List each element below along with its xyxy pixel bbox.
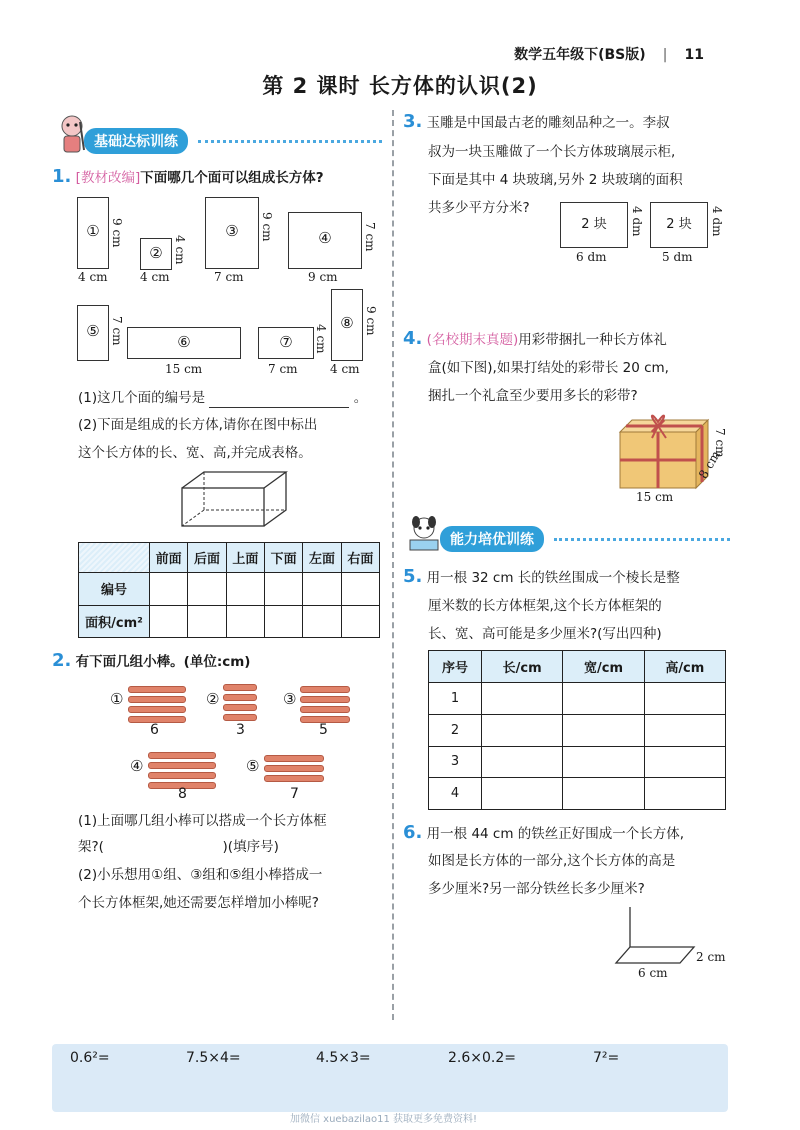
face-8-width: 4 cm: [330, 362, 360, 376]
header-back: 后面: [188, 543, 226, 573]
row-index: 2: [429, 714, 482, 746]
q6-text-1: 用一根 44 cm 的铁丝正好围成一个长方体,: [426, 826, 685, 842]
q3-text-1: 玉雕是中国最古老的雕刻品种之一。李叔: [426, 115, 670, 131]
q2-sub1-open: 架?(: [78, 839, 104, 855]
q1-sub1-answer-blank[interactable]: [209, 389, 349, 408]
table-cell[interactable]: [226, 605, 264, 637]
table-cell[interactable]: [482, 714, 563, 746]
q1-tag: [教材改编]: [75, 170, 141, 186]
q2-question: [52, 648, 250, 675]
q3-line2: 叔为一块玉雕做了一个长方体玻璃展示柜,: [428, 144, 676, 160]
stick-group-5: [264, 755, 324, 782]
row-index: 3: [429, 746, 482, 778]
glass-panel-1-width: 6 dm: [576, 250, 607, 264]
glass-panel-2-height: 4 dm: [710, 206, 724, 237]
header-bottom: 下面: [264, 543, 302, 573]
face-6-width: 15 cm: [165, 362, 203, 376]
face-8: [331, 289, 363, 361]
glass-panel-1-height: 4 dm: [630, 206, 644, 237]
header-left: 左面: [303, 543, 341, 573]
face-4-height: 7 cm: [363, 222, 377, 252]
section-basic-badge: 基础达标训练: [84, 128, 188, 154]
calc-item-4: 2.6×0.2=: [448, 1050, 516, 1066]
q4-line1: [403, 326, 667, 353]
calc-item-1: 0.6²=: [70, 1050, 110, 1066]
q6-line3: 多少厘米?另一部分铁丝长多少厘米?: [428, 881, 645, 897]
q6-number: 6.: [403, 822, 423, 843]
group-5-length: 7: [290, 786, 299, 802]
row-index: 4: [429, 778, 482, 810]
q1-table: [78, 542, 380, 638]
stick-group-2: [223, 684, 257, 721]
q6-line2: 如图是长方体的一部分,这个长方体的高是: [428, 853, 676, 869]
table-cell[interactable]: [482, 778, 563, 810]
table-cell[interactable]: [150, 605, 188, 637]
q4-number: 4.: [403, 328, 423, 349]
face-8-id: ⑧: [340, 314, 354, 332]
table-cell[interactable]: [644, 746, 725, 778]
q3-line3: 下面是其中 4 块玻璃,另外 2 块玻璃的面积: [428, 172, 683, 188]
partial-cuboid-width: 2 cm: [696, 950, 726, 964]
header-length: 长/cm: [482, 651, 563, 683]
row-label-area: 面积/cm²: [79, 605, 150, 637]
face-1-width: 4 cm: [78, 270, 108, 284]
book-name: 数学五年级下(BS版): [514, 47, 646, 63]
table-cell[interactable]: [188, 605, 226, 637]
face-1: [77, 197, 109, 269]
q1-sub2-line2: 这个长方体的长、宽、高,并完成表格。: [78, 445, 312, 461]
q2-number: 2.: [52, 650, 72, 671]
table-cell[interactable]: [150, 573, 188, 605]
row-index: 1: [429, 683, 482, 715]
section-divider: [554, 538, 730, 541]
q3-line4: 共多少平方分米?: [428, 200, 530, 216]
q2-sub1-close: )(填序号): [222, 839, 279, 855]
q5-table: [428, 650, 726, 810]
group-2-length: 3: [236, 722, 245, 738]
face-4: [288, 212, 362, 269]
header-top: 上面: [226, 543, 264, 573]
q3-line1: [403, 109, 670, 136]
table-cell[interactable]: [303, 573, 341, 605]
table-cell[interactable]: [341, 573, 379, 605]
face-7: [258, 327, 314, 359]
face-5: [77, 305, 109, 361]
q1-text: 下面哪几个面可以组成长方体?: [140, 170, 324, 186]
calc-item-2: 7.5×4=: [186, 1050, 241, 1066]
table-cell[interactable]: [563, 746, 644, 778]
q5-line3: 长、宽、高可能是多少厘米?(写出四种): [428, 626, 662, 642]
q5-text-1: 用一根 32 cm 长的铁丝围成一个棱长是整: [426, 570, 680, 586]
q1-question: [52, 164, 392, 191]
face-4-width: 9 cm: [308, 270, 338, 284]
table-cell[interactable]: [563, 778, 644, 810]
face-2-height: 4 cm: [173, 235, 187, 265]
group-3-id: ③: [283, 690, 297, 708]
face-7-height: 4 cm: [314, 324, 328, 354]
q2-sub1-line2: [78, 834, 279, 860]
face-5-id: ⑤: [86, 322, 100, 340]
header-front: 前面: [150, 543, 188, 573]
table-cell[interactable]: [644, 778, 725, 810]
group-1-length: 6: [150, 722, 159, 738]
q1-number: 1.: [52, 166, 72, 187]
table-cell[interactable]: [341, 605, 379, 637]
q1-sub1-text: (1)这几个面的编号是: [78, 390, 206, 406]
q4-text-1: 用彩带捆扎一种长方体礼: [518, 332, 667, 348]
stick-group-3: [300, 686, 350, 723]
q2-text: 有下面几组小棒。(单位:cm): [75, 654, 251, 670]
table-cell[interactable]: [644, 714, 725, 746]
glass-panel-1: 2 块: [560, 202, 628, 248]
cuboid-figure[interactable]: [180, 470, 290, 528]
header-index: 序号: [429, 651, 482, 683]
face-3: [205, 197, 259, 269]
lesson-title: 第 2 课时 长方体的认识(2): [262, 74, 538, 98]
table-cell[interactable]: [563, 714, 644, 746]
gift-box-width: 8 cm: [696, 448, 723, 481]
table-cell[interactable]: [482, 746, 563, 778]
q2-sub2-line1: (2)小乐想用①组、③组和⑤组小棒搭成一: [78, 867, 323, 883]
group-4-length: 8: [178, 786, 187, 802]
stick-group-1: [128, 686, 186, 723]
header-height: 高/cm: [644, 651, 725, 683]
q1-sub1: [78, 385, 367, 411]
group-3-length: 5: [319, 722, 328, 738]
q4-tag: (名校期末真题): [426, 332, 519, 348]
row-label-id: 编号: [79, 573, 150, 605]
q1-sub1-end: 。: [353, 390, 368, 406]
q3-number: 3.: [403, 111, 423, 132]
group-4-id: ④: [130, 757, 144, 775]
face-4-id: ④: [318, 229, 332, 247]
header-right: 右面: [341, 543, 379, 573]
face-3-width: 7 cm: [214, 270, 244, 284]
mascot-icon: [408, 516, 440, 552]
face-6: [127, 327, 241, 359]
face-1-height: 9 cm: [110, 218, 124, 248]
face-8-height: 9 cm: [364, 306, 378, 336]
q2-sub1-line1: (1)上面哪几组小棒可以搭成一个长方体框: [78, 813, 327, 829]
table-cell[interactable]: [226, 573, 264, 605]
face-5-height: 7 cm: [110, 316, 124, 346]
footer-note: 加微信 xuebazilao11 获取更多免费资料!: [290, 1114, 478, 1125]
table-cell[interactable]: [188, 573, 226, 605]
q5-line2: 厘米数的长方体框架,这个长方体框架的: [428, 598, 662, 614]
section-advanced-badge: 能力培优训练: [440, 526, 544, 552]
table-cell[interactable]: [482, 683, 563, 715]
mascot-icon: [58, 114, 86, 154]
partial-cuboid-figure: [612, 905, 696, 969]
q4-line2: 盒(如下图),如果打结处的彩带长 20 cm,: [428, 360, 669, 376]
face-1-id: ①: [86, 222, 100, 240]
table-cell[interactable]: [264, 605, 302, 637]
face-3-height: 9 cm: [260, 212, 274, 242]
q5-number: 5.: [403, 566, 423, 587]
partial-cuboid-length: 6 cm: [638, 966, 668, 980]
q4-line3: 捆扎一个礼盒至少要用多长的彩带?: [428, 388, 638, 404]
face-7-width: 7 cm: [268, 362, 298, 376]
stick-group-4: [148, 752, 216, 789]
gift-box-length: 15 cm: [636, 490, 674, 504]
header-width: 宽/cm: [563, 651, 644, 683]
group-5-id: ⑤: [246, 757, 260, 775]
table-cell[interactable]: [264, 573, 302, 605]
column-divider: [392, 110, 394, 1020]
calc-item-3: 4.5×3=: [316, 1050, 371, 1066]
section-divider: [198, 140, 382, 143]
calc-item-5: 7²=: [593, 1050, 620, 1066]
glass-panel-2-width: 5 dm: [662, 250, 693, 264]
table-corner: [79, 543, 150, 573]
table-cell[interactable]: [563, 683, 644, 715]
face-2-width: 4 cm: [140, 270, 170, 284]
glass-panel-2: 2 块: [650, 202, 708, 248]
mental-math-bar: [52, 1044, 728, 1112]
table-cell[interactable]: [644, 683, 725, 715]
group-1-id: ①: [110, 690, 124, 708]
face-6-id: ⑥: [177, 333, 191, 351]
q5-line1: [403, 564, 680, 591]
q1-sub2-line1: (2)下面是组成的长方体,请你在图中标出: [78, 417, 318, 433]
q2-sub2-line2: 个长方体框架,她还需要怎样增加小棒呢?: [78, 895, 319, 911]
gift-box-figure: [612, 412, 712, 492]
face-2: [140, 238, 172, 270]
page-header: [514, 44, 704, 64]
group-2-id: ②: [206, 690, 220, 708]
face-2-id: ②: [149, 244, 163, 262]
page-number: 11: [684, 47, 704, 63]
header-separator: |: [662, 47, 668, 63]
q6-line1: [403, 820, 684, 847]
face-7-id: ⑦: [279, 333, 293, 351]
face-3-id: ③: [225, 222, 239, 240]
table-cell[interactable]: [303, 605, 341, 637]
gift-box-height: 7 cm: [713, 428, 727, 458]
